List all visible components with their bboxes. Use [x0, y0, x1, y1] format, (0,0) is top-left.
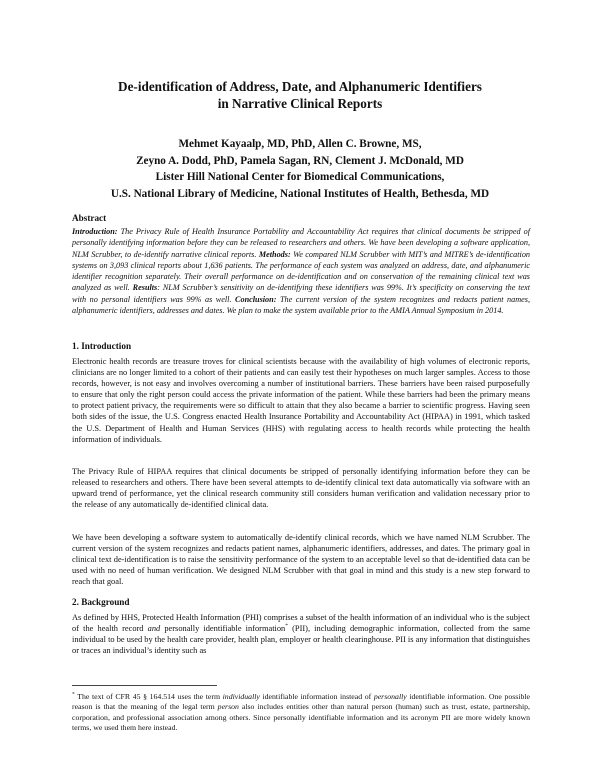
footnote-divider [72, 685, 217, 686]
abstract-results-text: : NLM Scrubber’s sensitivity on de-identifying these identifiers was 99%. It’s specificity on conserving the text with no personal identifiers was 99% as well. [72, 283, 531, 304]
section-1-heading: 1. Introduction [72, 341, 132, 351]
footnote-mark: * [72, 691, 75, 698]
abstract-conclusion-label: Conclusion: [235, 294, 277, 304]
background-text-a: As defined by HHS, Protected Health Information (PHI) comprises a subset of the health information of an individual who is the subject of the health record [72, 613, 530, 634]
intro-paragraph-3: We have been developing a software system to automatically de-identify clinical records, which we have named NLM Scrubber. The current version of the system recognizes and redacts patient names, alphanumeric identifiers, addresses, and dates. The primary goal in clinical text de-identification is to raise the sensitivity performance of the system to an acceptable level so that de-identified data can be used with no need of human verification. We designed NLM Scrubber with that goal in mind and this study is a new step forward to reach that goal. [72, 533, 530, 587]
intro-paragraph-1: Electronic health records are treasure troves for clinical scientists because with the availability of high volumes of electronic reports, clinicians are no longer limited to a cohort of their patients and can easily test their hypotheses on much larger samples. Access to those records, however, is not easy and involves overcoming a number of institutional barriers. These barriers have been raised purposefully to ensure that only the right person could access the private information of the patient. While these barriers had been the primary means to protect patient privacy, the requirements were so difficult to attain that they also became a barrier to scientific progress. Having seen both sides of the issue, the U.S. Congress enacted Health Insurance Portability and Accountability Act (HIPAA) in 1991, which tasked the U.S. Department of Health and Human Services (HHS) with regulating access to health records while protecting the health information of individuals. [72, 357, 530, 444]
paper-title [60, 78, 540, 112]
abstract-intro-label: Introduction: [72, 227, 118, 236]
section-2-heading: 2. Background [72, 597, 130, 607]
footnote-person: person [217, 702, 239, 712]
intro-paragraph-2: The Privacy Rule of HIPAA requires that clinical documents be stripped of personally identifying information before they can be released to researchers and others. There have been several attempts to de-identify clinical text data automatically via software with an upward trend of performance, yet the clinical research community still considers human verification and validation necessary prior to the release of any automatically de-identified clinical data. [72, 467, 530, 510]
abstract-text [72, 226, 530, 316]
background-and-italic: and [147, 624, 161, 634]
abstract-results-label: Results [132, 283, 158, 293]
abstract-methods-text: We compared NLM Scrubber with MIT’s and MITRE’s de-identification systems on 3,093 clinical reports about 1,636 patients. The performance of each system was analyzed on address, date, and alphanumeric identifier recognition separately. Their overall performance on de-identification and on conservation of the remaining clinical text was analyzed as well. [72, 249, 531, 293]
abstract-intro-text: The Privacy Rule of Health Insurance Portability and Accountability Act requires that clinical documents be stripped of personally identifying information before they can be released to researchers and others. We have been developing a software application, NLM Scrubber, to de-identify narrative clinical reports. [72, 227, 530, 259]
abstract-methods-label: Methods: [258, 249, 291, 259]
background-paragraph-1 [72, 612, 530, 656]
footnote-text-3: identifiable information. One possible reason is that the meaning of the legal term [72, 692, 530, 712]
affiliation-line-2: U.S. National Library of Medicine, National Institutes of Health, Bethesda, MD [110, 187, 490, 200]
footnote [72, 692, 530, 734]
footnote-text-4: also includes entities other than natural person (human) such as trust, estate, partnership, corporation, and professional association among others. Since personally identifiable information and its acronym PII are more widely known terms, we used them here instead. [72, 702, 530, 733]
background-text-b: personally identifiable information [160, 624, 286, 634]
footnote-text-2: identifiable information instead of [259, 692, 374, 701]
title-line-2: in Narrative Clinical Reports [217, 96, 383, 111]
authors-line-1: Mehmet Kayaalp, MD, PhD, Allen C. Browne, MS, [178, 138, 422, 150]
footnote-individually: individually [222, 692, 260, 701]
title-line-1: De-identification of Address, Date, and Alphanumeric Identifiers [118, 79, 482, 94]
abstract-heading: Abstract [72, 213, 107, 223]
authors-line-2: Zeyno A. Dodd, PhD, Pamela Sagan, RN, Clement J. McDonald, MD [136, 154, 464, 167]
footnote-marker: * [285, 623, 288, 630]
abstract-conclusion-text: The current version of the system recognizes and redacts patient names, alphanumeric identifiers, addresses and dates. We plan to make the system available prior to the AMIA Annual Symposium in 2014. [72, 294, 530, 316]
background-text-c: (PII), including demographic information, collected from the same individual to be used by the health care provider, health plan, employer or health clearinghouse. PII is any information that distinguishes or traces an individual’s identity such as [72, 624, 530, 656]
footnote-personally: personally [373, 692, 407, 701]
author-block [40, 136, 560, 202]
footnote-text-1: The text of CFR 45 § 164.514 uses the term [74, 692, 223, 701]
affiliation-line-1: Lister Hill National Center for Biomedical Communications, [155, 171, 445, 184]
